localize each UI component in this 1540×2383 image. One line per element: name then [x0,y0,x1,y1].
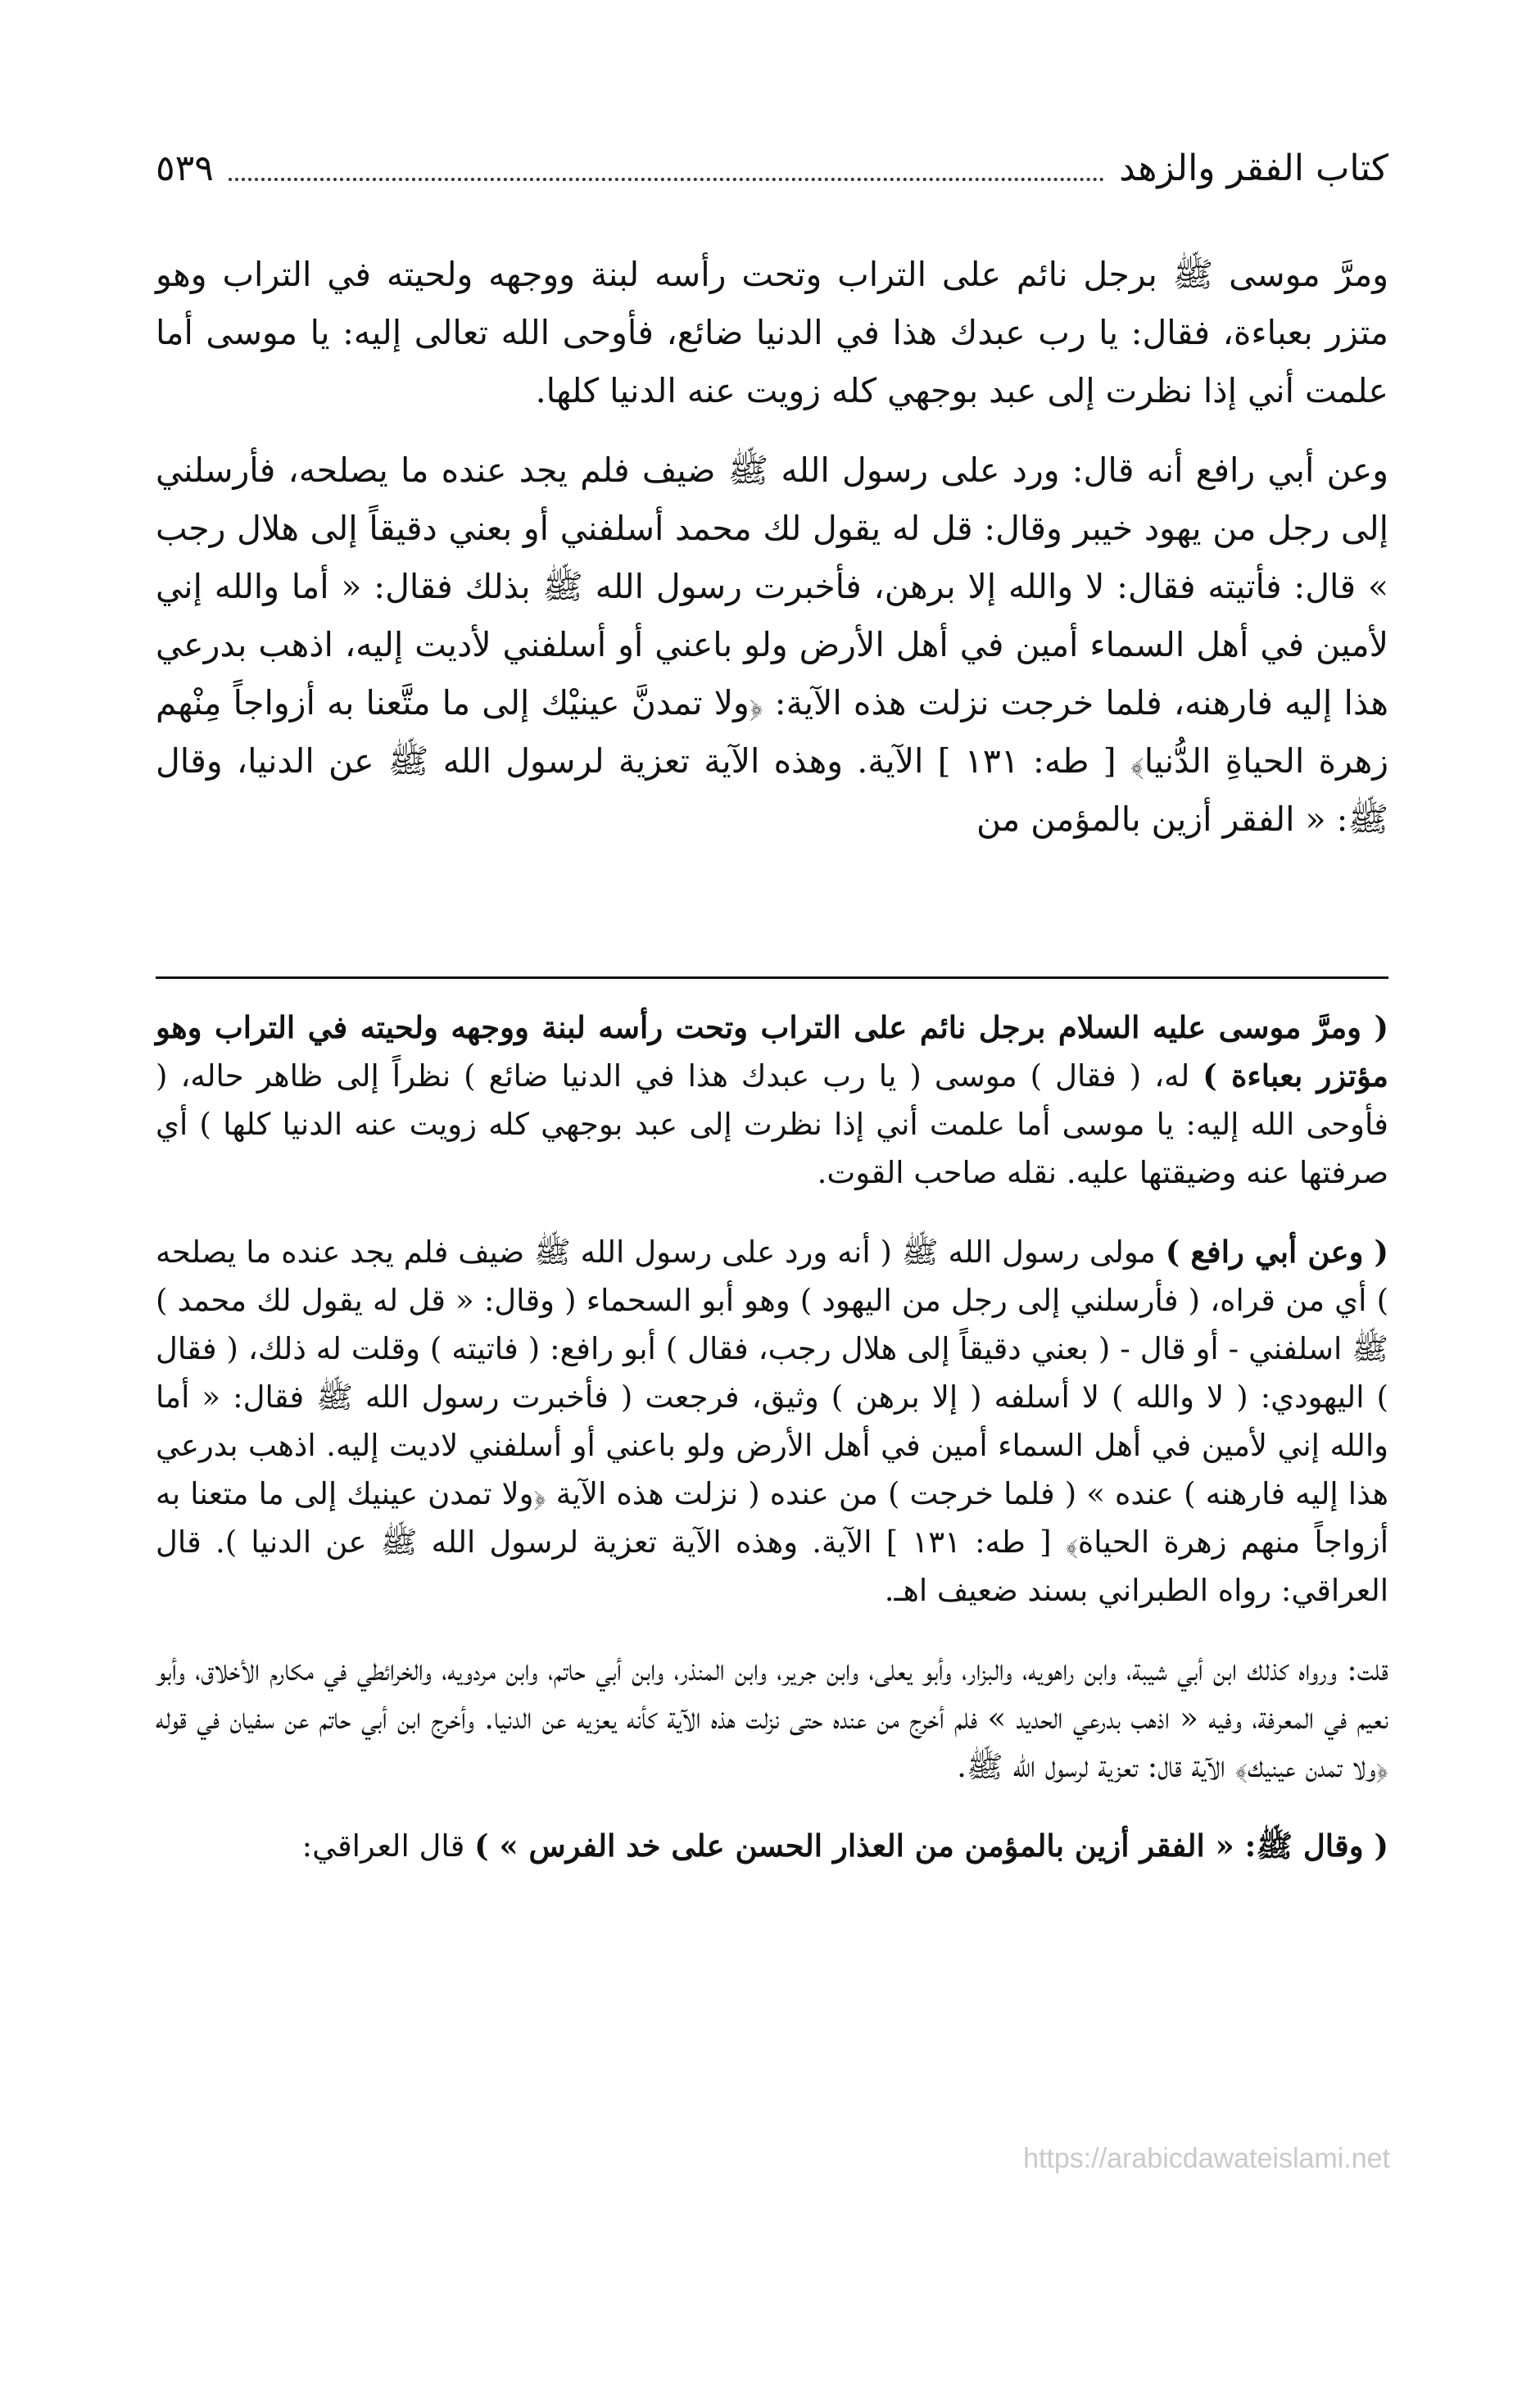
commentary-lead: ( وعن أبي رافع ) [1165,1234,1389,1270]
commentary-paragraph [156,1822,1388,1870]
main-paragraph: وعن أبي رافع أنه قال: ورد على رسول الله ﷺ ضيف فلم يجد عنده ما يصلحه، فأرسلني إلى رجل من يهود خيبر وقال: قل له يقول لك محمد أسلفني أو بعني دقيقاً إلى هلال رجب » قال: فأتيته فقال: لا والله إلا برهن، فأخبرت رسول الله ﷺ بذلك فقال: « أما والله إني لأمين في أهل السماء أمين في أهل الأرض ولو باعني أو أسلفني لأديت إليه، اذهب بدرعي هذا إليه فارهنه، فلما خرجت نزلت هذه الآية: ﴿ولا تمدنَّ عينيْك إلى ما متَّعنا به أزواجاً مِنْهم زهرة الحياةِ الدُّنيا﴾ [ طه: ١٣١ ] الآية. وهذه الآية تعزية لرسول الله ﷺ عن الدنيا، وقال ﷺ: « الفقر أزين بالمؤمن من [156,451,1388,839]
running-header [156,139,1388,197]
commentary-text: له، ( فقال ) موسى ( يا رب عبدك هذا في الدنيا ضائع ) نظراً إلى ظاهر حاله، ( فأوحى الله إليه: يا موسى أما علمت أني إذا نظرت إلى عبد بوجهي كله زويت عنه الدنيا كلها ) أي صرفتها عنه وضيقتها عليه. نقله صاحب القوت. [156,1058,1388,1190]
commentary-text: مولى رسول الله ﷺ ( أنه ورد على رسول الله ﷺ ضيف فلم يجد عنده ما يصلحه ) أي من قراه، ( فأرسلني إلى رجل من اليهود ) وهو أبو السحماء ( وقال: « قل له يقول لك محمد ) ﷺ اسلفني - أو قال - ( بعني دقيقاً إلى هلال رجب، فقال ) أبو رافع: ( فاتيته ) وقلت له ذلك، ( فقال ) اليهودي: ( لا والله ) لا أسلفه ( إلا برهن ) وثيق، فرجعت ( فأخبرت رسول الله ﷺ فقال: « أما والله إني لأمين في أهل السماء أمين في أهل الأرض ولو باعني أو أسلفني لاديت إليه. اذهب بدرعي هذا إليه فارهنه ) عنده » ( فلما خرجت ) من عنده ( نزلت هذه الآية ﴿ولا تمدن عينيك إلى ما متعنا به أزواجاً منهم زهرة الحياة﴾ [ طه: ١٣١ ] الآية. وهذه الآية تعزية لرسول الله ﷺ عن الدنيا ). قال العراقي: رواه الطبراني بسند ضعيف اهـ. [156,1235,1388,1608]
dotted-leader [229,178,1104,181]
separator-rule [156,976,1388,979]
commentary-text: قلت: ورواه كذلك ابن أبي شيبة، وابن راهويه، والبزار، وأبو يعلى، وابن جرير، وابن المنذر، وابن أبي حاتم، وابن مردويه، والخرائطي في مكارم الأخلاق، وأبو نعيم في المعرفة، وفيه « اذهب بدرعي الحديد » فلم أخرج من عنده حتى نزلت هذه الآية كأنه يعزيه عن الدنيا. وأخرج ابن أبي حاتم عن سفيان في قوله ﴿ولا تمدن عينيك﴾ الآية قال: تعزية لرسول الله ﷺ. [156,1652,1388,1784]
commentary-text: قال العراقي: [301,1828,465,1864]
book-title: كتاب الفقر والزهد [1119,147,1388,189]
commentary [156,1003,1388,1901]
page-number: ٥٣٩ [156,147,214,189]
commentary-paragraph [156,1646,1388,1791]
commentary-lead: ( ومرَّ موسى عليه السلام برجل نائم على التراب وتحت رأسه لبنة ووجهه ولحيته في التراب وهو مؤتزر بعباءة ) [156,1009,1388,1094]
commentary-paragraph [156,1228,1388,1615]
commentary-paragraph [156,1003,1388,1197]
commentary-lead: ( وقال ﷺ: « الفقر أزين بالمؤمن من العذار الحسن على خد الفرس » ) [474,1828,1388,1864]
main-paragraph: ومرَّ موسى ﷺ برجل نائم على التراب وتحت رأسه لبنة ووجهه ولحيته في التراب وهو متزر بعباءة، فقال: يا رب عبدك هذا في الدنيا ضائع، فأوحى الله تعالى إليه: يا موسى أما علمت أني إذا نظرت إلى عبد بوجهي كله زويت عنه الدنيا كلها. [156,255,1388,410]
main-text [156,246,1388,870]
watermark-url: https://arabicdawateislami.net [1023,2143,1390,2174]
